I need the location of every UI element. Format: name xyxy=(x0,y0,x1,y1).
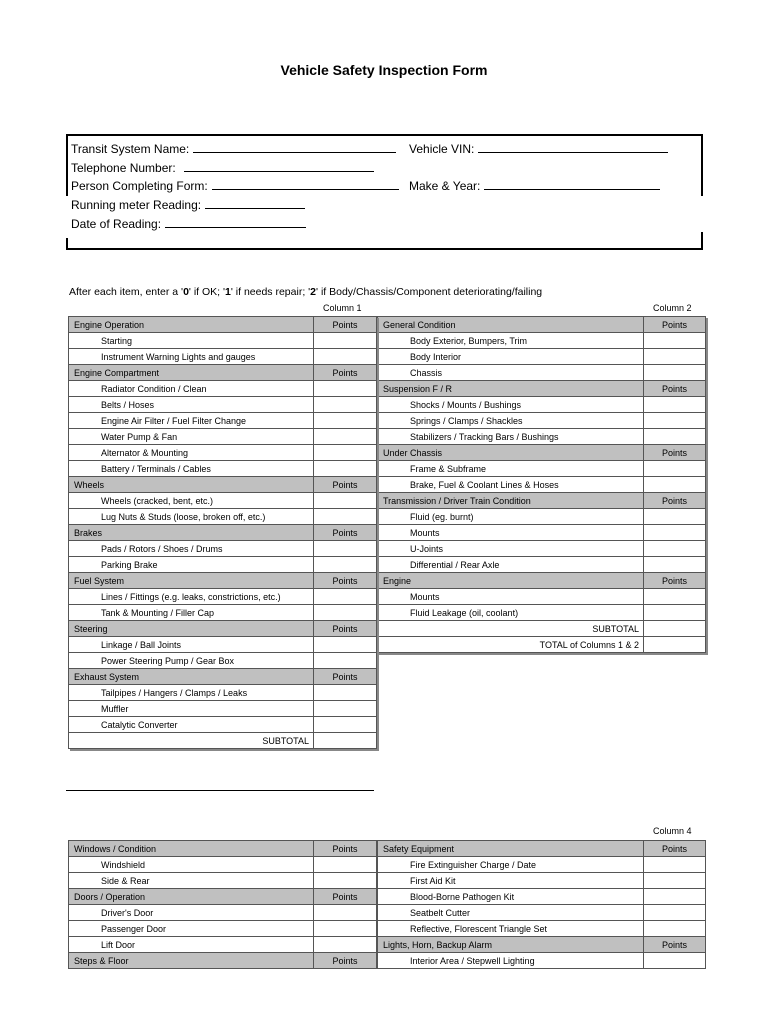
section-title: Wheels xyxy=(69,477,314,493)
inspection-item-lines-fittings-e-g-leaks-constrictions-etc xyxy=(69,589,377,605)
inspection-item-passenger-door xyxy=(69,921,377,937)
telephone-input[interactable] xyxy=(184,159,374,172)
points-input[interactable] xyxy=(644,557,706,573)
points-input[interactable] xyxy=(314,349,377,365)
inspection-item-pads-rotors-shoes-drums xyxy=(69,541,377,557)
inspection-item-body-interior xyxy=(378,349,706,365)
points-input[interactable] xyxy=(644,873,706,889)
points-input[interactable] xyxy=(644,953,706,969)
vehicle-vin-label: Vehicle VIN: xyxy=(409,142,475,156)
item-label: Engine Air Filter / Fuel Filter Change xyxy=(69,413,314,429)
instructions xyxy=(69,286,542,298)
section-title: Engine xyxy=(378,573,644,589)
item-label: Radiator Condition / Clean xyxy=(69,381,314,397)
item-label: Tailpipes / Hangers / Clamps / Leaks xyxy=(69,685,314,701)
inspection-item-belts-hoses xyxy=(69,397,377,413)
points-input[interactable] xyxy=(644,461,706,477)
section-header-suspension-f-r xyxy=(378,381,706,397)
section-title: General Condition xyxy=(378,317,644,333)
person-field xyxy=(71,177,399,193)
info-box-bottom-border xyxy=(66,248,703,250)
item-label: Driver's Door xyxy=(69,905,314,921)
points-input[interactable] xyxy=(314,701,377,717)
inspection-item-body-exterior-bumpers-trim xyxy=(378,333,706,349)
item-label: Differential / Rear Axle xyxy=(378,557,644,573)
points-input[interactable] xyxy=(314,397,377,413)
section-title: Windows / Condition xyxy=(69,841,314,857)
person-label: Person Completing Form: xyxy=(71,179,208,193)
section-header-lights-horn-backup-alarm xyxy=(378,937,706,953)
points-header: Points xyxy=(314,317,377,333)
inspection-item-starting xyxy=(69,333,377,349)
instruction-text-2: ' if OK; ' xyxy=(188,286,226,298)
points-input[interactable] xyxy=(644,477,706,493)
points-header: Points xyxy=(644,937,706,953)
instruction-code-ok: 0 xyxy=(183,286,189,298)
section-title: Steering xyxy=(69,621,314,637)
section-title: Fuel System xyxy=(69,573,314,589)
section-header-engine-operation xyxy=(69,317,377,333)
item-label: Starting xyxy=(69,333,314,349)
points-header: Points xyxy=(644,381,706,397)
total-input[interactable] xyxy=(644,621,706,637)
item-label: Fire Extinguisher Charge / Date xyxy=(378,857,644,873)
instruction-code-repair: 1 xyxy=(225,286,231,298)
inspection-item-battery-terminals-cables xyxy=(69,461,377,477)
points-input[interactable] xyxy=(644,365,706,381)
points-input[interactable] xyxy=(314,429,377,445)
column-4-label: Column 4 xyxy=(653,826,692,836)
section-header-fuel-system xyxy=(69,573,377,589)
section-header-steering xyxy=(69,621,377,637)
inspection-item-tank-mounting-filler-cap xyxy=(69,605,377,621)
points-input[interactable] xyxy=(644,413,706,429)
item-label: Brake, Fuel & Coolant Lines & Hoses xyxy=(378,477,644,493)
item-label: Battery / Terminals / Cables xyxy=(69,461,314,477)
make-year-field xyxy=(409,177,660,193)
instruction-text-1: After each item, enter a ' xyxy=(69,286,184,298)
column-3-table xyxy=(68,840,377,969)
item-label: Parking Brake xyxy=(69,557,314,573)
inspection-item-mounts xyxy=(378,589,706,605)
running-meter-input[interactable] xyxy=(205,196,305,209)
points-input[interactable] xyxy=(644,921,706,937)
section-title: Lights, Horn, Backup Alarm xyxy=(378,937,644,953)
points-header: Points xyxy=(314,669,377,685)
table-shadow-right xyxy=(706,318,708,655)
inspection-item-power-steering-pump-gear-box xyxy=(69,653,377,669)
points-input[interactable] xyxy=(314,637,377,653)
inspection-item-catalytic-converter xyxy=(69,717,377,733)
section-title: Suspension F / R xyxy=(378,381,644,397)
total-input[interactable] xyxy=(314,733,377,749)
points-header: Points xyxy=(644,493,706,509)
section-title: Exhaust System xyxy=(69,669,314,685)
item-label: Lug Nuts & Studs (loose, broken off, etc.) xyxy=(69,509,314,525)
item-label: Chassis xyxy=(378,365,644,381)
item-label: Interior Area / Stepwell Lighting xyxy=(378,953,644,969)
make-year-label: Make & Year: xyxy=(409,179,481,193)
inspection-item-fluid-leakage-oil-coolant xyxy=(378,605,706,621)
points-header: Points xyxy=(314,525,377,541)
info-box-left-gap xyxy=(65,196,69,238)
item-label: Body Exterior, Bumpers, Trim xyxy=(378,333,644,349)
inspection-item-seatbelt-cutter xyxy=(378,905,706,921)
total-row-subtotal xyxy=(378,621,706,637)
transit-system-field xyxy=(71,140,396,156)
points-input[interactable] xyxy=(644,605,706,621)
inspection-item-first-aid-kit xyxy=(378,873,706,889)
inspection-item-muffler xyxy=(69,701,377,717)
vehicle-vin-field xyxy=(409,140,668,156)
points-header: Points xyxy=(314,477,377,493)
item-label: Windshield xyxy=(69,857,314,873)
item-label: Instrument Warning Lights and gauges xyxy=(69,349,314,365)
points-input[interactable] xyxy=(314,445,377,461)
item-label: Linkage / Ball Joints xyxy=(69,637,314,653)
points-input[interactable] xyxy=(644,509,706,525)
section-header-under-chassis xyxy=(378,445,706,461)
section-title: Engine Compartment xyxy=(69,365,314,381)
section-title: Doors / Operation xyxy=(69,889,314,905)
column-4-table xyxy=(377,840,706,969)
inspection-item-parking-brake xyxy=(69,557,377,573)
inspection-item-u-joints xyxy=(378,541,706,557)
date-reading-label: Date of Reading: xyxy=(71,217,162,231)
points-input[interactable] xyxy=(314,493,377,509)
inspection-item-stabilizers-tracking-bars-bushings xyxy=(378,429,706,445)
points-input[interactable] xyxy=(314,717,377,733)
total-input[interactable] xyxy=(644,637,706,653)
points-input[interactable] xyxy=(314,873,377,889)
points-header: Points xyxy=(644,573,706,589)
points-header: Points xyxy=(314,953,377,969)
points-input[interactable] xyxy=(644,905,706,921)
page-title: Vehicle Safety Inspection Form xyxy=(280,62,488,78)
section-title: Transmission / Driver Train Condition xyxy=(378,493,644,509)
inspection-item-water-pump-fan xyxy=(69,429,377,445)
section-title: Steps & Floor xyxy=(69,953,314,969)
table-shadow-right xyxy=(377,318,379,751)
section-header-brakes xyxy=(69,525,377,541)
inspection-item-frame-subframe xyxy=(378,461,706,477)
item-label: Springs / Clamps / Shackles xyxy=(378,413,644,429)
points-input[interactable] xyxy=(314,937,377,953)
points-input[interactable] xyxy=(314,685,377,701)
inspection-item-driver-s-door xyxy=(69,905,377,921)
points-input[interactable] xyxy=(314,509,377,525)
item-label: Mounts xyxy=(378,589,644,605)
column-1-table xyxy=(68,316,377,749)
points-input[interactable] xyxy=(314,333,377,349)
section-title: Engine Operation xyxy=(69,317,314,333)
item-label: Alternator & Mounting xyxy=(69,445,314,461)
inspection-item-blood-borne-pathogen-kit xyxy=(378,889,706,905)
section-header-general-condition xyxy=(378,317,706,333)
points-input[interactable] xyxy=(314,653,377,669)
total-label: SUBTOTAL xyxy=(69,733,314,749)
inspection-item-side-rear xyxy=(69,873,377,889)
points-header: Points xyxy=(314,889,377,905)
points-input[interactable] xyxy=(644,889,706,905)
points-header: Points xyxy=(644,445,706,461)
item-label: Power Steering Pump / Gear Box xyxy=(69,653,314,669)
running-meter-label: Running meter Reading: xyxy=(71,198,202,212)
inspection-item-mounts xyxy=(378,525,706,541)
points-input[interactable] xyxy=(314,557,377,573)
vehicle-vin-input[interactable] xyxy=(478,140,668,153)
inspection-item-radiator-condition-clean xyxy=(69,381,377,397)
inspection-item-tailpipes-hangers-clamps-leaks xyxy=(69,685,377,701)
vehicle-info-box xyxy=(66,134,703,250)
date-reading-input[interactable] xyxy=(165,215,306,228)
section-header-engine xyxy=(378,573,706,589)
info-box-right-gap xyxy=(700,196,704,232)
item-label: Lift Door xyxy=(69,937,314,953)
points-header: Points xyxy=(644,317,706,333)
inspection-item-fire-extinguisher-charge-date xyxy=(378,857,706,873)
inspection-item-lug-nuts-studs-loose-broken-off-etc xyxy=(69,509,377,525)
item-label: Shocks / Mounts / Bushings xyxy=(378,397,644,413)
section-header-engine-compartment xyxy=(69,365,377,381)
transit-system-input[interactable] xyxy=(193,140,396,153)
points-input[interactable] xyxy=(644,397,706,413)
make-year-input[interactable] xyxy=(484,177,660,190)
total-row-total-of-columns-1-2 xyxy=(378,637,706,653)
item-label: Frame & Subframe xyxy=(378,461,644,477)
item-label: Fluid Leakage (oil, coolant) xyxy=(378,605,644,621)
item-label: Belts / Hoses xyxy=(69,397,314,413)
inspection-item-engine-air-filter-fuel-filter-change xyxy=(69,413,377,429)
item-label: Lines / Fittings (e.g. leaks, constrictions, etc.) xyxy=(69,589,314,605)
points-header: Points xyxy=(314,621,377,637)
points-input[interactable] xyxy=(644,525,706,541)
column-1-label: Column 1 xyxy=(323,303,362,313)
inspection-item-fluid-eg-burnt xyxy=(378,509,706,525)
signature-line[interactable] xyxy=(66,790,374,791)
date-reading-field xyxy=(71,215,306,231)
item-label: Seatbelt Cutter xyxy=(378,905,644,921)
item-label: Catalytic Converter xyxy=(69,717,314,733)
inspection-item-linkage-ball-joints xyxy=(69,637,377,653)
points-header: Points xyxy=(314,573,377,589)
column-2-label: Column 2 xyxy=(653,303,692,313)
section-header-wheels xyxy=(69,477,377,493)
total-label: SUBTOTAL xyxy=(378,621,644,637)
section-title: Under Chassis xyxy=(378,445,644,461)
item-label: Body Interior xyxy=(378,349,644,365)
table-shadow-bottom xyxy=(379,653,708,655)
item-label: Passenger Door xyxy=(69,921,314,937)
inspection-item-brake-fuel-coolant-lines-hoses xyxy=(378,477,706,493)
points-input[interactable] xyxy=(314,857,377,873)
inspection-item-chassis xyxy=(378,365,706,381)
instruction-code-failing: 2 xyxy=(310,286,317,298)
points-input[interactable] xyxy=(644,541,706,557)
table-shadow-bottom xyxy=(70,749,379,751)
inspection-item-springs-clamps-shackles xyxy=(378,413,706,429)
person-input[interactable] xyxy=(212,177,399,190)
item-label: Muffler xyxy=(69,701,314,717)
points-input[interactable] xyxy=(314,541,377,557)
points-input[interactable] xyxy=(314,921,377,937)
points-input[interactable] xyxy=(314,605,377,621)
section-header-doors-operation xyxy=(69,889,377,905)
section-header-safety-equipment xyxy=(378,841,706,857)
inspection-item-lift-door xyxy=(69,937,377,953)
telephone-label: Telephone Number: xyxy=(71,161,176,175)
total-label: TOTAL of Columns 1 & 2 xyxy=(378,637,644,653)
section-title: Safety Equipment xyxy=(378,841,644,857)
points-input[interactable] xyxy=(314,461,377,477)
running-meter-field xyxy=(71,196,305,212)
section-header-exhaust-system xyxy=(69,669,377,685)
total-row-subtotal xyxy=(69,733,377,749)
inspection-item-interior-area-stepwell-lighting xyxy=(378,953,706,969)
item-label: Reflective, Florescent Triangle Set xyxy=(378,921,644,937)
points-input[interactable] xyxy=(314,589,377,605)
item-label: Fluid (eg. burnt) xyxy=(378,509,644,525)
points-input[interactable] xyxy=(314,381,377,397)
item-label: First Aid Kit xyxy=(378,873,644,889)
telephone-field xyxy=(71,159,374,175)
inspection-item-wheels-cracked-bent-etc xyxy=(69,493,377,509)
item-label: Mounts xyxy=(378,525,644,541)
points-header: Points xyxy=(314,841,377,857)
points-input[interactable] xyxy=(644,333,706,349)
points-input[interactable] xyxy=(314,905,377,921)
item-label: Water Pump & Fan xyxy=(69,429,314,445)
points-header: Points xyxy=(314,365,377,381)
points-input[interactable] xyxy=(314,413,377,429)
item-label: Pads / Rotors / Shoes / Drums xyxy=(69,541,314,557)
inspection-item-windshield xyxy=(69,857,377,873)
points-input[interactable] xyxy=(644,857,706,873)
section-title: Brakes xyxy=(69,525,314,541)
inspection-item-instrument-warning-lights-and-gauges xyxy=(69,349,377,365)
section-header-windows-condition xyxy=(69,841,377,857)
item-label: Wheels (cracked, bent, etc.) xyxy=(69,493,314,509)
item-label: Blood-Borne Pathogen Kit xyxy=(378,889,644,905)
item-label: Stabilizers / Tracking Bars / Bushings xyxy=(378,429,644,445)
inspection-item-alternator-mounting xyxy=(69,445,377,461)
points-input[interactable] xyxy=(644,589,706,605)
points-input[interactable] xyxy=(644,429,706,445)
inspection-item-reflective-florescent-triangle-set xyxy=(378,921,706,937)
item-label: Side & Rear xyxy=(69,873,314,889)
item-label: Tank & Mounting / Filler Cap xyxy=(69,605,314,621)
info-box-top-border xyxy=(66,134,703,136)
inspection-item-differential-rear-axle xyxy=(378,557,706,573)
column-2-table xyxy=(377,316,706,653)
points-input[interactable] xyxy=(644,349,706,365)
points-header: Points xyxy=(644,841,706,857)
section-header-transmission-driver-train-condition xyxy=(378,493,706,509)
item-label: U-Joints xyxy=(378,541,644,557)
instruction-text-3: ' if needs repair; ' xyxy=(230,286,311,298)
instruction-text-4: ' if Body/Chassis/Component deteriorating/failing xyxy=(316,286,543,298)
section-header-steps-floor xyxy=(69,953,377,969)
transit-system-label: Transit System Name: xyxy=(71,142,190,156)
inspection-item-shocks-mounts-bushings xyxy=(378,397,706,413)
